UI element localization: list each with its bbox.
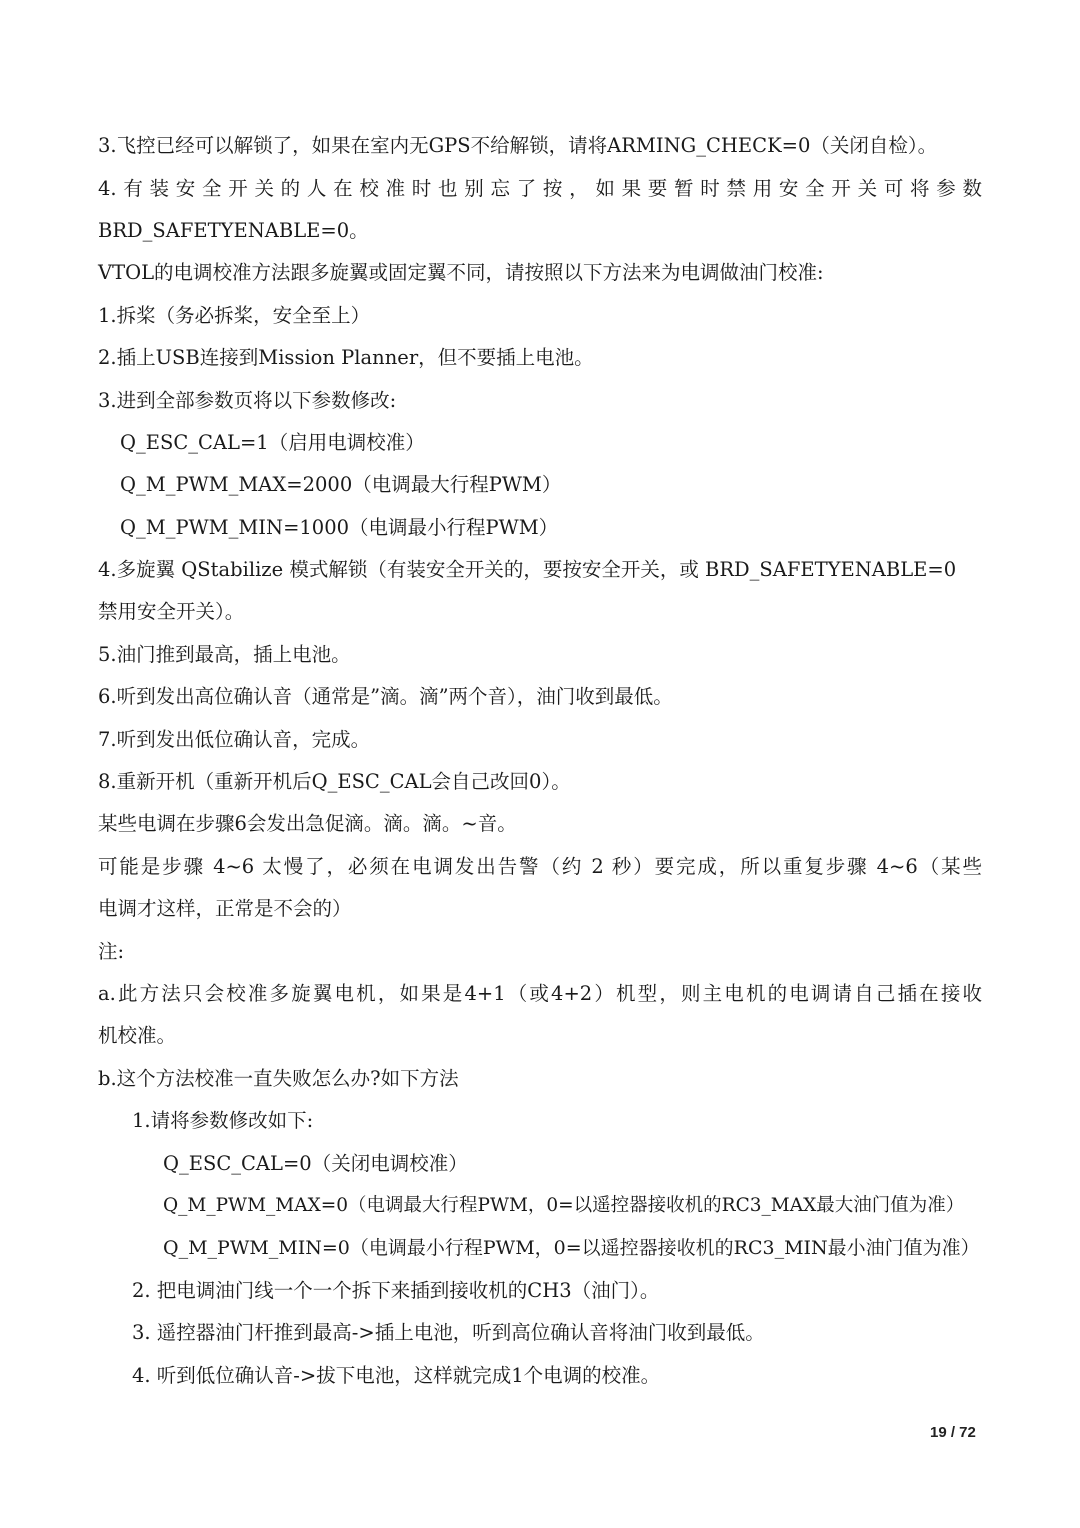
note-a: a.此方法只会校准多旋翼电机，如果是4+1（或4+2）机型，则主电机的电调请自己插在接收 (98, 982, 982, 1005)
note-b: b.这个方法校准一直失败怎么办?如下方法 (98, 1067, 459, 1090)
note-b-step-4: 4. 听到低位确认音->拔下电池，这样就完成1个电调的校准。 (132, 1364, 661, 1387)
param-q-m-pwm-max-2000: Q_M_PWM_MAX=2000（电调最大行程PWM） (120, 473, 562, 496)
text-line-too-slow: 可能是步骤 4~6 太慢了，必须在电调发出告警（约 2 秒）要完成，所以重复步骤 4~6（某些 (98, 855, 982, 878)
text-line-brd-safety: BRD_SAFETYENABLE=0。 (98, 219, 369, 242)
note-heading: 注: (98, 940, 125, 963)
text-line-too-slow-cont: 电调才这样，正常是不会的） (98, 897, 352, 920)
step-5: 5.油门推到最高，插上电池。 (98, 643, 351, 666)
text-line-arming: 3.飞控已经可以解锁了，如果在室内无GPS不给解锁，请将ARMING_CHECK=0（关闭自检）。 (98, 134, 938, 157)
step-7: 7.听到发出低位确认音，完成。 (98, 728, 371, 751)
step-2: 2.插上USB连接到Mission Planner，但不要插上电池。 (98, 346, 594, 369)
note-a-cont: 机校准。 (98, 1024, 177, 1047)
param-q-m-pwm-min-1000: Q_M_PWM_MIN=1000（电调最小行程PWM） (120, 516, 559, 539)
note-b-step-2: 2. 把电调油门线一个一个拆下来插到接收机的CH3（油门）。 (132, 1279, 660, 1302)
step-8: 8.重新开机（重新开机后Q_ESC_CAL会自己改回0）。 (98, 770, 571, 793)
step-3: 3.进到全部参数页将以下参数修改: (98, 389, 397, 412)
param-q-m-pwm-max-0: Q_M_PWM_MAX=0（电调最大行程PWM，0=以遥控器接收机的RC3_MAX最大油门值为准） (163, 1195, 965, 1216)
page-number: 19 / 72 (930, 1424, 976, 1441)
step-4-cont: 禁用安全开关）。 (98, 600, 245, 623)
note-b-step-3: 3. 遥控器油门杆推到最高->插上电池，听到高位确认音将油门收到最低。 (132, 1321, 765, 1344)
step-6: 6.听到发出高位确认音（通常是”滴。滴”两个音），油门收到最低。 (98, 685, 673, 708)
step-4: 4.多旋翼 QStabilize 模式解锁（有装安全开关的，要按安全开关，或 BRD_SAFETYENABLE=0 (98, 558, 957, 581)
param-q-esc-cal-0: Q_ESC_CAL=0（关闭电调校准） (163, 1152, 468, 1175)
text-line-vtol-intro: VTOL的电调校准方法跟多旋翼或固定翼不同，请按照以下方法来为电调做油门校准: (98, 261, 824, 284)
text-line-esc-beeps: 某些电调在步骤6会发出急促滴。滴。滴。~音。 (98, 812, 517, 835)
note-b-step-1: 1.请将参数修改如下: (132, 1109, 314, 1132)
text-line-safety-switch: 4.有装安全开关的人在校准时也别忘了按，如果要暂时禁用安全开关可将参数 (98, 177, 982, 200)
param-q-m-pwm-min-0: Q_M_PWM_MIN=0（电调最小行程PWM，0=以遥控器接收机的RC3_MIN最小油门值为准） (163, 1237, 980, 1259)
param-q-esc-cal-1: Q_ESC_CAL=1（启用电调校准） (120, 431, 425, 454)
step-1: 1.拆桨（务必拆桨，安全至上） (98, 304, 371, 327)
